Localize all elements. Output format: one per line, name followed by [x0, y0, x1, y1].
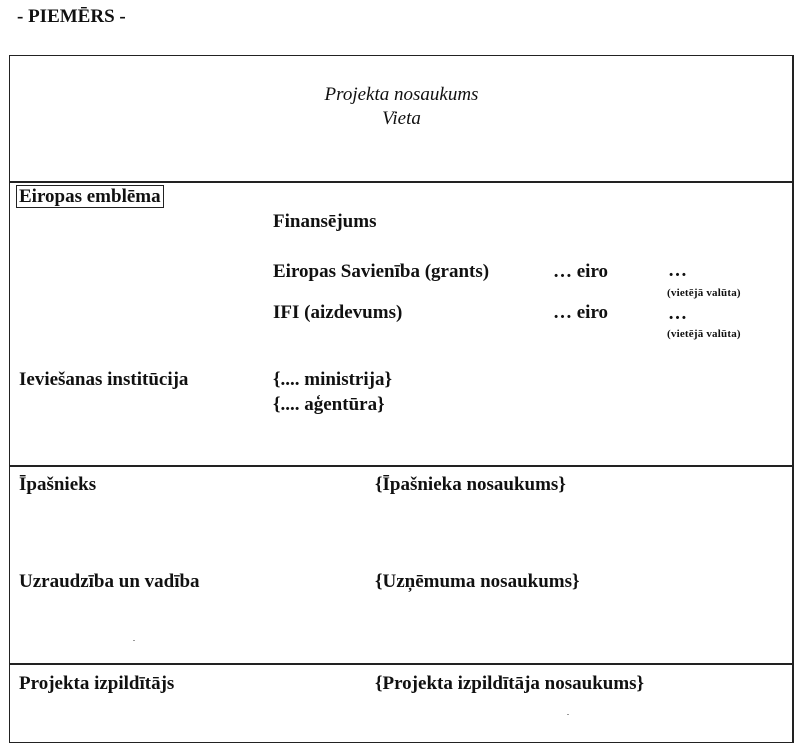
project-name: Projekta nosaukums [324, 84, 479, 105]
funding-amount-eur-eu: … eiro [553, 261, 609, 282]
implementing-ministry: {.... ministrija} [273, 369, 392, 390]
project-location: Vieta [382, 108, 421, 129]
divider-title [9, 181, 794, 183]
divider-funding [9, 465, 794, 467]
owner-value: {Īpašnieka nosaukums} [375, 474, 566, 495]
funding-title: Finansējums [273, 211, 377, 232]
scan-speck [567, 714, 569, 715]
owner-label: Īpašnieks [19, 474, 97, 495]
implementing-agency: {.... aģentūra} [273, 394, 385, 415]
funding-source-eu: Eiropas Savienība (grants) [273, 261, 490, 282]
contractor-label: Projekta izpildītājs [19, 673, 175, 694]
supervision-label: Uzraudzība un vadība [19, 571, 200, 592]
scan-speck [133, 640, 135, 641]
funding-source-ifi: IFI (aizdevums) [273, 302, 403, 323]
contractor-value: {Projekta izpildītāja nosaukums} [375, 673, 645, 694]
project-title-block [9, 83, 794, 131]
document-heading: - PIEMĒRS - [17, 6, 126, 27]
billboard-frame [9, 55, 794, 743]
supervision-value: {Uzņēmuma nosaukums} [375, 571, 580, 592]
local-currency-note-eu: (vietējā valūta) [667, 287, 741, 299]
divider-management [9, 663, 794, 665]
funding-amount-local-eu: … [668, 260, 688, 281]
implementing-institution-label: Ieviešanas institūcija [19, 369, 189, 390]
local-currency-note-ifi: (vietējā valūta) [667, 328, 741, 340]
eu-emblem-placeholder: Eiropas emblēma [16, 185, 164, 208]
funding-amount-eur-ifi: … eiro [553, 302, 609, 323]
funding-amount-local-ifi: … [668, 303, 688, 324]
